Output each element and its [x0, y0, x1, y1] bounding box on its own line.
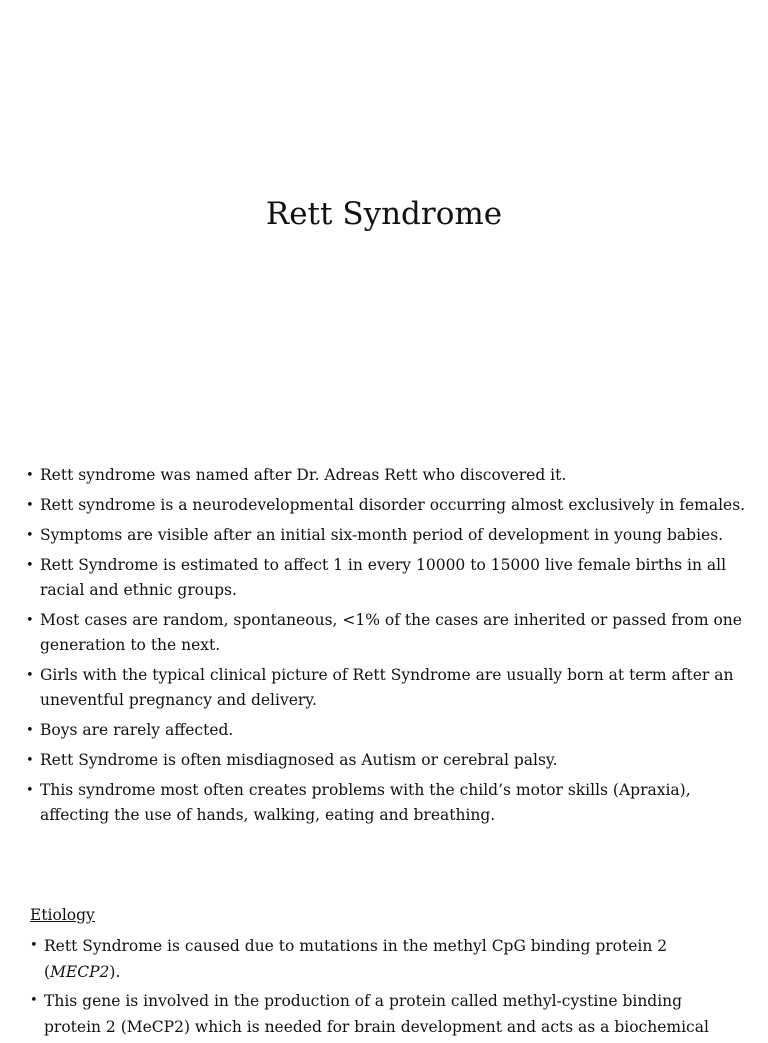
list-item [26, 778, 746, 828]
bullet-icon: • [26, 558, 34, 573]
etiology-heading: Etiology [30, 906, 95, 924]
page-title: Rett Syndrome [265, 196, 503, 232]
gene-name: MECP2 [50, 963, 110, 981]
list-item-text: Rett syndrome is a neurodevelopmental disorder occurring almost exclusively in females. [40, 496, 746, 514]
overview-list [26, 463, 746, 833]
bullet-icon: • [26, 753, 34, 768]
etiology-list [30, 933, 710, 1043]
list-item [26, 493, 746, 518]
list-item-text: Boys are rarely affected. [40, 721, 234, 739]
list-item [26, 553, 746, 603]
bullet-icon: • [26, 668, 34, 683]
list-item [26, 663, 746, 713]
bullet-icon: • [26, 723, 34, 738]
list-item-text: Rett Syndrome is caused due to mutations in the methyl CpG binding protein 2 ( [44, 937, 668, 981]
list-item [26, 463, 746, 488]
bullet-icon: • [26, 613, 34, 628]
list-item-text: Symptoms are visible after an initial six-month period of development in young babies. [40, 526, 724, 544]
list-item [26, 748, 746, 773]
list-item-text: This gene is involved in the production of a protein called methyl-cystine binding protein 2 (MeCP2) which is needed for brain development and acts as a biochemical [44, 992, 709, 1036]
bullet-icon: • [30, 938, 38, 953]
list-item-text: Rett Syndrome is estimated to affect 1 in every 10000 to 15000 live female births in all racial and ethnic groups. [40, 556, 727, 599]
list-item-text: Rett Syndrome is often misdiagnosed as Autism or cerebral palsy. [40, 751, 558, 769]
list-item [30, 988, 710, 1040]
bullet-icon: • [26, 783, 34, 798]
list-item-text: Girls with the typical clinical picture of Rett Syndrome are usually born at term after an uneventful pregnancy and delivery. [40, 666, 734, 709]
list-item-text: Rett syndrome was named after Dr. Adreas Rett who discovered it. [40, 466, 567, 484]
list-item-text: Most cases are random, spontaneous, <1% of the cases are inherited or passed from one generation to the next. [40, 611, 742, 654]
bullet-icon: • [26, 528, 34, 543]
bullet-icon: • [26, 468, 34, 483]
list-item [26, 718, 746, 743]
bullet-icon: • [30, 993, 38, 1008]
bullet-icon: • [26, 498, 34, 513]
list-item [30, 933, 710, 985]
list-item [26, 523, 746, 548]
list-item [26, 608, 746, 658]
list-item-text: This syndrome most often creates problems with the child’s motor skills (Apraxia), affecting the use of hands, walking, eating and breathing. [40, 781, 691, 824]
list-item-tail: ). [109, 963, 121, 981]
